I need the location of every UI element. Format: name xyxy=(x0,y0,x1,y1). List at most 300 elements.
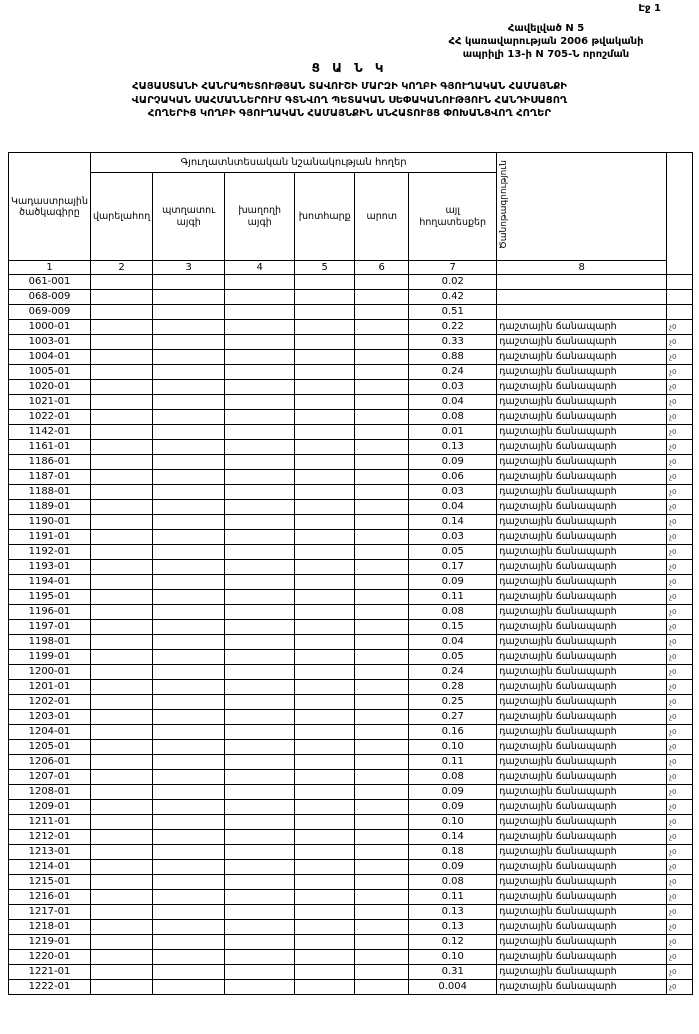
hayfield-cell xyxy=(295,980,355,995)
note-cell: դաշտային ճանապարհ xyxy=(497,785,667,800)
code-cell: 1003-01 xyxy=(9,335,91,350)
orchard-cell xyxy=(153,515,225,530)
table-row xyxy=(9,650,693,665)
table-row xyxy=(9,395,693,410)
hayfield-cell xyxy=(295,485,355,500)
arable-cell xyxy=(91,575,153,590)
arable-cell xyxy=(91,560,153,575)
orchard-cell xyxy=(153,410,225,425)
note-cell: դաշտային ճանապարհ xyxy=(497,905,667,920)
vineyard-cell xyxy=(225,320,295,335)
pasture-cell xyxy=(355,950,409,965)
table-row xyxy=(9,980,693,995)
other-lands-cell: 0.13 xyxy=(409,905,497,920)
other-lands-cell: 0.25 xyxy=(409,695,497,710)
column-number: 5 xyxy=(295,261,355,275)
annex-reference xyxy=(401,22,691,61)
annex-line: ՀՀ կառավարության 2006 թվականի xyxy=(448,36,644,47)
table-row xyxy=(9,665,693,680)
note-cell: դաշտային ճանապարհ xyxy=(497,740,667,755)
note-cell: դաշտային ճանապարհ xyxy=(497,950,667,965)
vineyard-cell xyxy=(225,680,295,695)
arable-cell xyxy=(91,785,153,800)
pasture-cell xyxy=(355,980,409,995)
vineyard-cell xyxy=(225,425,295,440)
other-lands-cell: 0.08 xyxy=(409,410,497,425)
code-cell: 1213-01 xyxy=(9,845,91,860)
note-cell: դաշտային ճանապարհ xyxy=(497,485,667,500)
page-edge-mark: չ0 xyxy=(667,650,693,665)
pasture-cell xyxy=(355,350,409,365)
note-cell: դաշտային ճանապարհ xyxy=(497,440,667,455)
pasture-cell xyxy=(355,485,409,500)
table-row xyxy=(9,935,693,950)
arable-cell xyxy=(91,770,153,785)
other-lands-cell: 0.12 xyxy=(409,935,497,950)
code-cell: 069-009 xyxy=(9,305,91,320)
hayfield-cell xyxy=(295,935,355,950)
note-cell: դաշտային ճանապարհ xyxy=(497,725,667,740)
other-lands-cell: 0.04 xyxy=(409,635,497,650)
page-edge-mark xyxy=(667,290,693,305)
arable-cell xyxy=(91,680,153,695)
note-cell: դաշտային ճանապարհ xyxy=(497,455,667,470)
arable-cell xyxy=(91,650,153,665)
note-cell: դաշտային ճանապարհ xyxy=(497,770,667,785)
other-lands-cell: 0.14 xyxy=(409,515,497,530)
pasture-cell xyxy=(355,920,409,935)
arable-cell xyxy=(91,665,153,680)
other-lands-cell: 0.13 xyxy=(409,920,497,935)
pasture-cell xyxy=(355,710,409,725)
orchard-cell xyxy=(153,530,225,545)
orchard-cell xyxy=(153,365,225,380)
orchard-cell xyxy=(153,320,225,335)
code-cell: 1208-01 xyxy=(9,785,91,800)
vineyard-cell xyxy=(225,290,295,305)
hayfield-cell xyxy=(295,350,355,365)
page-edge-mark: չ0 xyxy=(667,350,693,365)
note-cell: դաշտային ճանապարհ xyxy=(497,560,667,575)
pasture-cell xyxy=(355,425,409,440)
table-row xyxy=(9,965,693,980)
table-row xyxy=(9,845,693,860)
vineyard-cell xyxy=(225,455,295,470)
header-pasture: արոտ xyxy=(355,173,409,261)
arable-cell xyxy=(91,890,153,905)
note-cell: դաշտային ճանապարհ xyxy=(497,980,667,995)
vineyard-cell xyxy=(225,815,295,830)
note-cell: դաշտային ճանապարհ xyxy=(497,335,667,350)
note-cell: դաշտային ճանապարհ xyxy=(497,470,667,485)
hayfield-cell xyxy=(295,905,355,920)
pasture-cell xyxy=(355,305,409,320)
orchard-cell xyxy=(153,710,225,725)
code-cell: 1000-01 xyxy=(9,320,91,335)
arable-cell xyxy=(91,380,153,395)
pasture-cell xyxy=(355,560,409,575)
pasture-cell xyxy=(355,500,409,515)
hayfield-cell xyxy=(295,695,355,710)
subtitle-line: ՎԱՐՉԱԿԱՆ ՍԱՀՄԱՆՆԵՐՈՒՄ ԳՏՆՎՈՂ ՊԵՏԱԿԱՆ ՍԵՓԱԿԱՆՈՒԹՅՈՒՆ ՀԱՆԴԻՍԱՑՈՂ xyxy=(131,94,568,106)
hayfield-cell xyxy=(295,455,355,470)
page-edge-mark: չ0 xyxy=(667,935,693,950)
hayfield-cell xyxy=(295,620,355,635)
other-lands-cell: 0.11 xyxy=(409,890,497,905)
table-row xyxy=(9,710,693,725)
code-cell: 1206-01 xyxy=(9,755,91,770)
hayfield-cell xyxy=(295,740,355,755)
vineyard-cell xyxy=(225,335,295,350)
hayfield-cell xyxy=(295,830,355,845)
vineyard-cell xyxy=(225,545,295,560)
other-lands-cell: 0.004 xyxy=(409,980,497,995)
vineyard-cell xyxy=(225,275,295,290)
pasture-cell xyxy=(355,530,409,545)
note-cell xyxy=(497,275,667,290)
table-row xyxy=(9,905,693,920)
pasture-cell xyxy=(355,275,409,290)
page-edge-mark: չ0 xyxy=(667,560,693,575)
page-edge-mark: չ0 xyxy=(667,785,693,800)
hayfield-cell xyxy=(295,530,355,545)
table-row xyxy=(9,770,693,785)
orchard-cell xyxy=(153,350,225,365)
page-edge-mark: չ0 xyxy=(667,740,693,755)
arable-cell xyxy=(91,980,153,995)
vineyard-cell xyxy=(225,380,295,395)
table-row xyxy=(9,350,693,365)
table-row xyxy=(9,290,693,305)
page-edge-mark: չ0 xyxy=(667,725,693,740)
orchard-cell xyxy=(153,395,225,410)
other-lands-cell: 0.09 xyxy=(409,455,497,470)
vineyard-cell xyxy=(225,710,295,725)
code-cell: 1004-01 xyxy=(9,350,91,365)
other-lands-cell: 0.11 xyxy=(409,755,497,770)
note-cell: դաշտային ճանապարհ xyxy=(497,425,667,440)
other-lands-cell: 0.04 xyxy=(409,395,497,410)
pasture-cell xyxy=(355,455,409,470)
code-cell: 1193-01 xyxy=(9,560,91,575)
code-cell: 1203-01 xyxy=(9,710,91,725)
page-edge-mark: չ0 xyxy=(667,665,693,680)
note-cell: դաշտային ճանապարհ xyxy=(497,680,667,695)
arable-cell xyxy=(91,455,153,470)
orchard-cell xyxy=(153,695,225,710)
code-cell: 1020-01 xyxy=(9,380,91,395)
arable-cell xyxy=(91,860,153,875)
code-cell: 1218-01 xyxy=(9,920,91,935)
table-row xyxy=(9,515,693,530)
hayfield-cell xyxy=(295,590,355,605)
page-edge-mark: չ0 xyxy=(667,485,693,500)
table-header xyxy=(9,153,693,275)
table-row xyxy=(9,860,693,875)
arable-cell xyxy=(91,320,153,335)
page-edge-mark: չ0 xyxy=(667,695,693,710)
note-cell: դաշտային ճանապարհ xyxy=(497,875,667,890)
table-row xyxy=(9,530,693,545)
table-row xyxy=(9,485,693,500)
orchard-cell xyxy=(153,890,225,905)
code-cell: 1204-01 xyxy=(9,725,91,740)
pasture-cell xyxy=(355,965,409,980)
other-lands-cell: 0.24 xyxy=(409,665,497,680)
hayfield-cell xyxy=(295,560,355,575)
pasture-cell xyxy=(355,665,409,680)
header-vineyard: խաղողի այգի xyxy=(225,173,295,261)
orchard-cell xyxy=(153,815,225,830)
page-edge-mark: չ0 xyxy=(667,980,693,995)
arable-cell xyxy=(91,935,153,950)
pasture-cell xyxy=(355,440,409,455)
table-row xyxy=(9,605,693,620)
page-edge-mark: չ0 xyxy=(667,710,693,725)
code-cell: 1217-01 xyxy=(9,905,91,920)
hayfield-cell xyxy=(295,575,355,590)
pasture-cell xyxy=(355,725,409,740)
code-cell: 1196-01 xyxy=(9,605,91,620)
arable-cell xyxy=(91,800,153,815)
table-row xyxy=(9,725,693,740)
hayfield-cell xyxy=(295,845,355,860)
page-edge-mark: չ0 xyxy=(667,965,693,980)
pasture-cell xyxy=(355,365,409,380)
code-cell: 1195-01 xyxy=(9,590,91,605)
hayfield-cell xyxy=(295,920,355,935)
header-agricultural-group: Գյուղատնտեսական նշանակության հողեր xyxy=(91,153,497,173)
note-cell: դաշտային ճանապարհ xyxy=(497,410,667,425)
page-edge-mark: չ0 xyxy=(667,440,693,455)
other-lands-cell: 0.08 xyxy=(409,875,497,890)
orchard-cell xyxy=(153,830,225,845)
code-cell: 1186-01 xyxy=(9,455,91,470)
hayfield-cell xyxy=(295,395,355,410)
column-number: 3 xyxy=(153,261,225,275)
note-cell: դաշտային ճանապարհ xyxy=(497,710,667,725)
column-number: 8 xyxy=(497,261,667,275)
page-edge-mark: չ0 xyxy=(667,320,693,335)
other-lands-cell: 0.02 xyxy=(409,275,497,290)
vineyard-cell xyxy=(225,560,295,575)
subtitle-line: ՀԱՅԱՍՏԱՆԻ ՀԱՆՐԱՊԵՏՈՒԹՅԱՆ ՏԱՎՈՒՇԻ ՄԱՐԶԻ ԿՈՂԲԻ ԳՅՈՒՂԱԿԱՆ ՀԱՄԱՅՆՔԻ xyxy=(132,81,567,92)
vineyard-cell xyxy=(225,950,295,965)
code-cell: 1200-01 xyxy=(9,665,91,680)
code-cell: 1222-01 xyxy=(9,980,91,995)
code-cell: 1221-01 xyxy=(9,965,91,980)
header-hayfield: խոտհարք xyxy=(295,173,355,261)
orchard-cell xyxy=(153,845,225,860)
header-other-lands: այլ հողատեսքեր xyxy=(409,173,497,261)
other-lands-cell: 0.09 xyxy=(409,575,497,590)
note-cell: դաշտային ճանապարհ xyxy=(497,815,667,830)
note-cell: դաշտային ճանապարհ xyxy=(497,845,667,860)
table-row xyxy=(9,410,693,425)
other-lands-cell: 0.10 xyxy=(409,740,497,755)
vineyard-cell xyxy=(225,485,295,500)
hayfield-cell xyxy=(295,950,355,965)
subtitle-line: ՀՈՂԵՐԻՑ ԿՈՂԲԻ ԳՅՈՒՂԱԿԱՆ ՀԱՄԱՅՆՔԻՆ ԱՆՀԱՏՈՒՅՑ ՓՈԽԱՆՑՎՈՂ ՀՈՂԵՐ xyxy=(147,108,552,119)
note-cell: դաշտային ճանապարհ xyxy=(497,860,667,875)
code-cell: 1194-01 xyxy=(9,575,91,590)
vineyard-cell xyxy=(225,725,295,740)
page-edge-mark: չ0 xyxy=(667,950,693,965)
vineyard-cell xyxy=(225,650,295,665)
note-cell: դաշտային ճանապարհ xyxy=(497,515,667,530)
other-lands-cell: 0.04 xyxy=(409,500,497,515)
orchard-cell xyxy=(153,965,225,980)
orchard-cell xyxy=(153,920,225,935)
annex-line: Հավելված N 5 xyxy=(507,23,585,34)
note-cell: դաշտային ճանապարհ xyxy=(497,590,667,605)
orchard-cell xyxy=(153,440,225,455)
vineyard-cell xyxy=(225,350,295,365)
other-lands-cell: 0.24 xyxy=(409,365,497,380)
table-row xyxy=(9,875,693,890)
note-cell: դաշտային ճանապարհ xyxy=(497,350,667,365)
code-cell: 1212-01 xyxy=(9,830,91,845)
hayfield-cell xyxy=(295,515,355,530)
table-row xyxy=(9,755,693,770)
pasture-cell xyxy=(355,890,409,905)
table-row xyxy=(9,560,693,575)
other-lands-cell: 0.06 xyxy=(409,470,497,485)
pasture-cell xyxy=(355,650,409,665)
pasture-cell xyxy=(355,905,409,920)
arable-cell xyxy=(91,920,153,935)
vineyard-cell xyxy=(225,905,295,920)
vineyard-cell xyxy=(225,845,295,860)
hayfield-cell xyxy=(295,785,355,800)
header-note xyxy=(497,153,667,261)
table-body xyxy=(9,275,693,995)
hayfield-cell xyxy=(295,815,355,830)
arable-cell xyxy=(91,875,153,890)
vineyard-cell xyxy=(225,740,295,755)
arable-cell xyxy=(91,290,153,305)
note-cell: դաշտային ճանապարհ xyxy=(497,920,667,935)
page-edge-mark: չ0 xyxy=(667,335,693,350)
orchard-cell xyxy=(153,860,225,875)
orchard-cell xyxy=(153,875,225,890)
code-cell: 1215-01 xyxy=(9,875,91,890)
note-cell: դաշտային ճանապարհ xyxy=(497,800,667,815)
code-cell: 1005-01 xyxy=(9,365,91,380)
code-cell: 1142-01 xyxy=(9,425,91,440)
table-row xyxy=(9,335,693,350)
orchard-cell xyxy=(153,770,225,785)
table-row xyxy=(9,440,693,455)
arable-cell xyxy=(91,440,153,455)
arable-cell xyxy=(91,470,153,485)
other-lands-cell: 0.18 xyxy=(409,845,497,860)
other-lands-cell: 0.33 xyxy=(409,335,497,350)
vineyard-cell xyxy=(225,770,295,785)
hayfield-cell xyxy=(295,890,355,905)
note-cell: դաշտային ճանապարհ xyxy=(497,500,667,515)
orchard-cell xyxy=(153,485,225,500)
note-cell: դաշտային ճանապարհ xyxy=(497,890,667,905)
pasture-cell xyxy=(355,680,409,695)
vineyard-cell xyxy=(225,695,295,710)
pasture-cell xyxy=(355,380,409,395)
vineyard-cell xyxy=(225,785,295,800)
code-cell: 1191-01 xyxy=(9,530,91,545)
page-edge-mark: չ0 xyxy=(667,620,693,635)
arable-cell xyxy=(91,410,153,425)
pasture-cell xyxy=(355,830,409,845)
hayfield-cell xyxy=(295,770,355,785)
page-edge-mark: չ0 xyxy=(667,500,693,515)
vineyard-cell xyxy=(225,875,295,890)
hayfield-cell xyxy=(295,305,355,320)
code-cell: 1214-01 xyxy=(9,860,91,875)
vineyard-cell xyxy=(225,590,295,605)
page-edge-mark: չ0 xyxy=(667,680,693,695)
note-cell: դաշտային ճանապարհ xyxy=(497,530,667,545)
note-cell: դաշտային ճանապարհ xyxy=(497,650,667,665)
code-cell: 1187-01 xyxy=(9,470,91,485)
pasture-cell xyxy=(355,575,409,590)
column-number: 1 xyxy=(9,261,91,275)
page-edge-mark: չ0 xyxy=(667,755,693,770)
arable-cell xyxy=(91,950,153,965)
hayfield-cell xyxy=(295,965,355,980)
table-row xyxy=(9,695,693,710)
page-edge-mark: չ0 xyxy=(667,800,693,815)
code-cell: 068-009 xyxy=(9,290,91,305)
table-row xyxy=(9,590,693,605)
hayfield-cell xyxy=(295,365,355,380)
code-cell: 1021-01 xyxy=(9,395,91,410)
code-cell: 1202-01 xyxy=(9,695,91,710)
page-edge-mark: չ0 xyxy=(667,470,693,485)
code-cell: 1199-01 xyxy=(9,650,91,665)
hayfield-cell xyxy=(295,425,355,440)
code-cell: 1219-01 xyxy=(9,935,91,950)
table-row xyxy=(9,950,693,965)
hayfield-cell xyxy=(295,860,355,875)
header-arable: վարելահող xyxy=(91,173,153,261)
note-cell: դաշտային ճանապարհ xyxy=(497,830,667,845)
hayfield-cell xyxy=(295,755,355,770)
table-row xyxy=(9,545,693,560)
page-edge-mark: չ0 xyxy=(667,530,693,545)
pasture-cell xyxy=(355,395,409,410)
page-edge-mark: չ0 xyxy=(667,635,693,650)
other-lands-cell: 0.10 xyxy=(409,815,497,830)
arable-cell xyxy=(91,710,153,725)
other-lands-cell: 0.08 xyxy=(409,770,497,785)
orchard-cell xyxy=(153,470,225,485)
pasture-cell xyxy=(355,755,409,770)
page-edge-mark: չ0 xyxy=(667,875,693,890)
arable-cell xyxy=(91,740,153,755)
other-lands-cell: 0.16 xyxy=(409,725,497,740)
hayfield-cell xyxy=(295,650,355,665)
column-number: 2 xyxy=(91,261,153,275)
note-cell: դաշտային ճանապարհ xyxy=(497,365,667,380)
note-cell: դաշտային ճանապարհ xyxy=(497,605,667,620)
pasture-cell xyxy=(355,470,409,485)
vineyard-cell xyxy=(225,515,295,530)
vineyard-cell xyxy=(225,365,295,380)
arable-cell xyxy=(91,365,153,380)
table-row xyxy=(9,815,693,830)
column-number: 7 xyxy=(409,261,497,275)
other-lands-cell: 0.09 xyxy=(409,800,497,815)
